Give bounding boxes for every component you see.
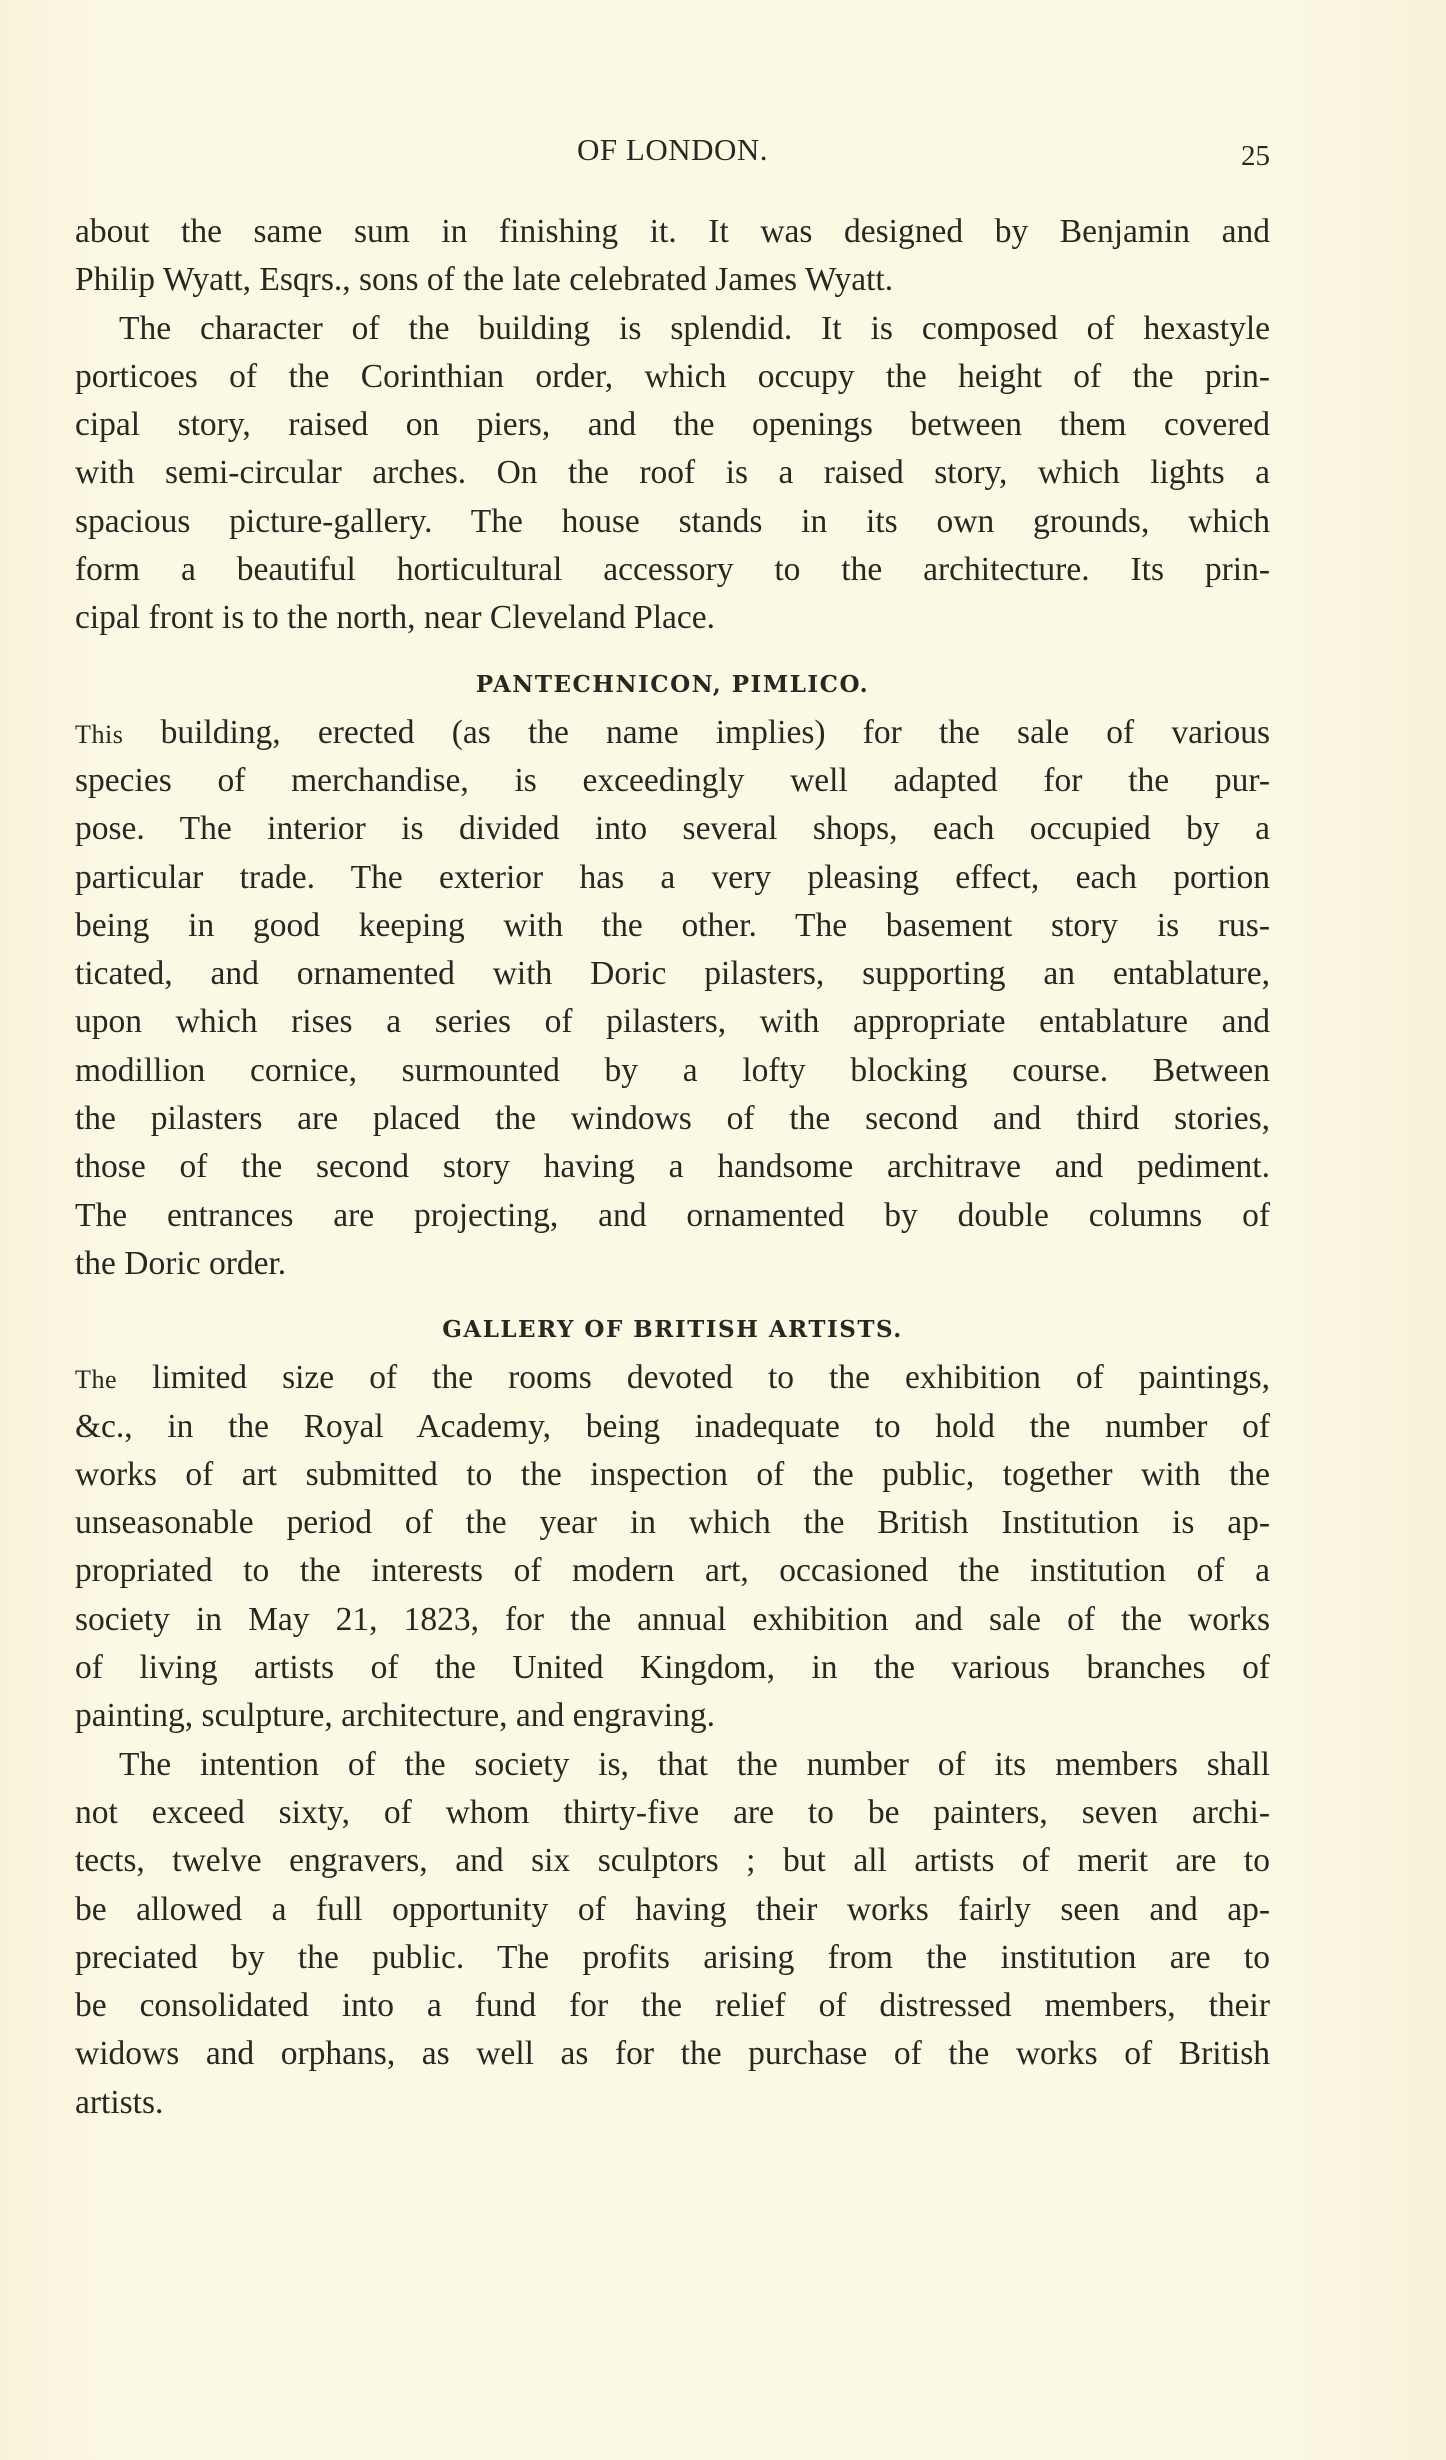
text-line: The intention of the society is, that the number of its members shall — [119, 1745, 1270, 1783]
text-line: The entrances are projecting, and ornamented by double columns of — [75, 1196, 1270, 1234]
text-line: works of art submitted to the inspection of the public, together with the — [75, 1455, 1270, 1493]
text-line: being in good keeping with the other. The basement story is rus- — [75, 906, 1270, 944]
lead-smallcaps: This — [75, 719, 124, 749]
text-line: those of the second story having a handsome architrave and pediment. — [75, 1148, 1270, 1186]
text-line: species of merchandise, is exceedingly well adapted for the pur- — [75, 761, 1270, 799]
text-line: be allowed a full opportunity of having their works fairly seen and ap- — [75, 1890, 1270, 1928]
text-line: with semi-circular arches. On the roof is a raised story, which lights a — [75, 454, 1270, 492]
section-heading-gallery: GALLERY OF BRITISH ARTISTS. — [442, 1316, 903, 1344]
line-text: building, erected (as the name implies) for the sale of various — [123, 713, 1270, 751]
text-line: widows and orphans, as well as for the purchase of the works of British — [75, 2035, 1270, 2073]
paragraph-continuation — [75, 208, 1270, 305]
text-line: be consolidated into a fund for the relief of distressed members, their — [75, 1987, 1270, 2025]
page-number: 25 — [1241, 140, 1270, 172]
paragraph-character-of-building — [75, 305, 1270, 643]
page-body — [75, 208, 1270, 2127]
text-line: preciated by the public. The profits arising from the institution are to — [75, 1938, 1270, 1976]
text-line: pose. The interior is divided into several shops, each occupied by a — [75, 810, 1270, 848]
text-line: society in May 21, 1823, for the annual exhibition and sale of the works — [75, 1600, 1270, 1638]
running-title: OF LONDON. — [577, 132, 768, 167]
text-line: the pilasters are placed the windows of the second and third stories, — [75, 1100, 1270, 1138]
text-line: artists. — [75, 2083, 164, 2121]
text-line: tects, twelve engravers, and six sculptors ; but all artists of merit are to — [75, 1842, 1270, 1880]
text-line: porticoes of the Corinthian order, which occupy the height of the prin- — [75, 357, 1270, 395]
text-line: unseasonable period of the year in which the British Institution is ap- — [75, 1504, 1270, 1542]
text-line — [75, 1354, 1270, 1402]
text-line: the Doric order. — [75, 1244, 287, 1282]
text-line: &c., in the Royal Academy, being inadequate to hold the number of — [75, 1407, 1270, 1445]
lead-smallcaps: The — [75, 1365, 118, 1395]
text-line: upon which rises a series of pilasters, with appropriate entablature and — [75, 1003, 1270, 1041]
text-line: modillion cornice, surmounted by a lofty blocking course. Between — [75, 1051, 1270, 1089]
paragraph-gallery-intro — [75, 1354, 1270, 1740]
text-line: not exceed sixty, of whom thirty-five are to be painters, seven archi- — [75, 1793, 1270, 1831]
section-heading-pantechnicon: PANTECHNICON, PIMLICO. — [475, 670, 870, 698]
text-line: particular trade. The exterior has a very pleasing effect, each portion — [75, 858, 1270, 896]
line-text: limited size of the rooms devoted to the exhibition of paintings, — [117, 1359, 1270, 1397]
text-line: painting, sculpture, architecture, and engraving. — [75, 1697, 715, 1735]
text-line: ticated, and ornamented with Doric pilasters, supporting an entablature, — [75, 955, 1270, 993]
text-line: cipal story, raised on piers, and the openings between them covered — [75, 406, 1270, 444]
text-line: about the same sum in finishing it. It was designed by Benjamin and — [75, 213, 1270, 250]
running-head — [75, 132, 1270, 172]
text-line: form a beautiful horticultural accessory to the architecture. Its prin- — [75, 551, 1270, 589]
text-line: propriated to the interests of modern art, occasioned the institution of a — [75, 1552, 1270, 1590]
paragraph-pantechnicon — [75, 709, 1270, 1289]
text-line: of living artists of the United Kingdom, in the various branches of — [75, 1649, 1270, 1687]
text-line: spacious picture-gallery. The house stands in its own grounds, which — [75, 502, 1270, 540]
paragraph-gallery-intention — [75, 1741, 1270, 2127]
text-line — [75, 709, 1270, 757]
text-line: cipal front is to the north, near Cleveland Place. — [75, 599, 716, 637]
text-line: Philip Wyatt, Esqrs., sons of the late celebrated James Wyatt. — [75, 261, 894, 299]
text-line: The character of the building is splendid. It is composed of hexastyle — [119, 309, 1270, 347]
